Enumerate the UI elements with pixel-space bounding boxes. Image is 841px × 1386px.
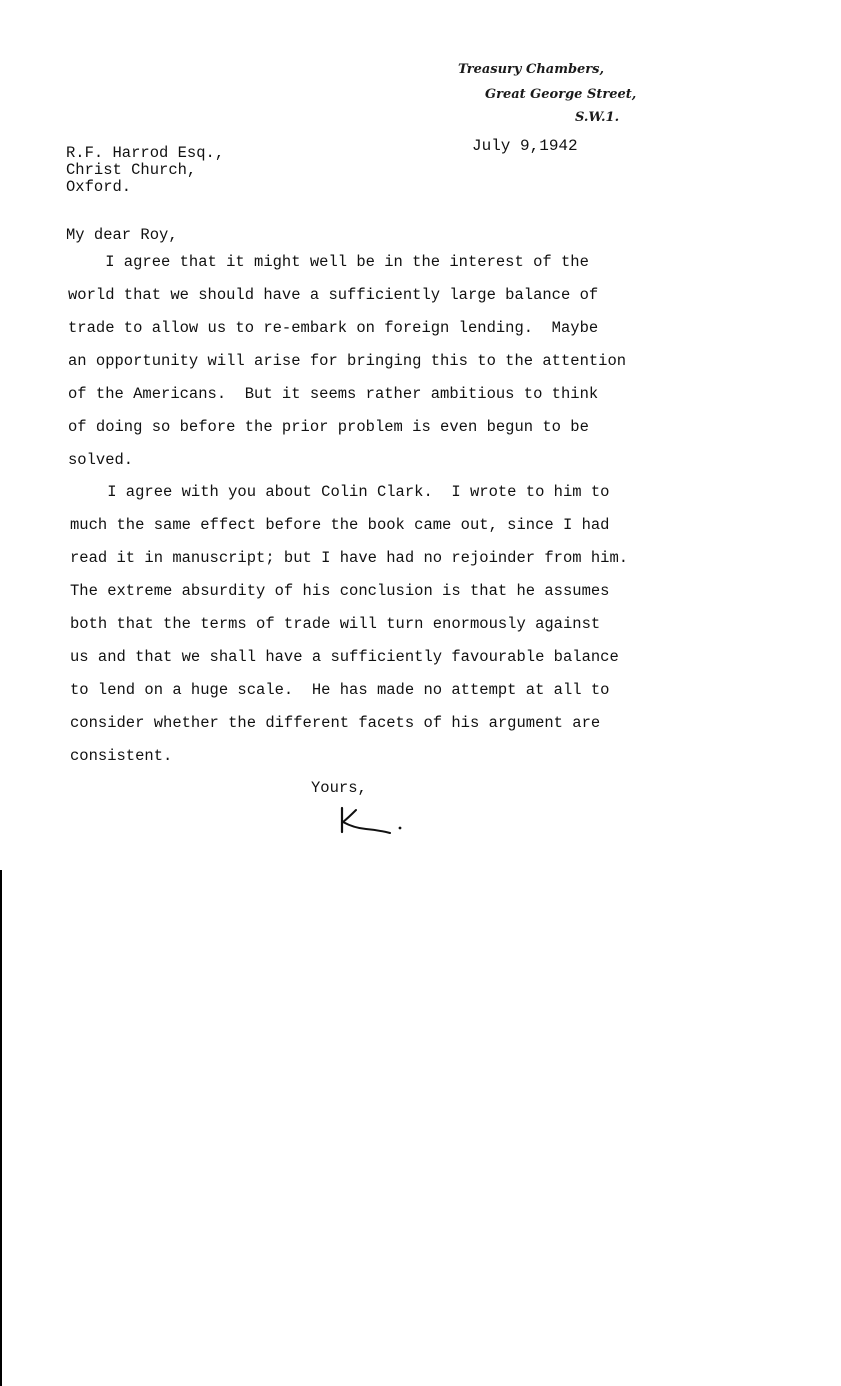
salutation: My dear Roy,: [66, 226, 178, 244]
address-line: Christ Church,: [66, 161, 197, 179]
paragraph-line: us and that we shall have a sufficiently favourable balance: [70, 648, 619, 666]
paragraph-line: read it in manuscript; but I have had no rejoinder from him.: [70, 549, 629, 567]
paragraph-line: consider whether the different facets of his argument are: [70, 714, 601, 732]
paragraph-line: an opportunity will arise for bringing this to the attention: [68, 352, 627, 370]
paragraph-line: to lend on a huge scale. He has made no attempt at all to: [70, 681, 610, 699]
address-line: R.F. Harrod Esq.,: [66, 144, 225, 162]
paragraph-line: solved.: [68, 451, 134, 469]
body-paragraph-2: [70, 482, 628, 779]
paragraph-line: consistent.: [70, 747, 173, 765]
handwritten-signature: [336, 802, 406, 842]
body-paragraph-1: [68, 252, 626, 483]
paragraph-line: of the Americans. But it seems rather ambitious to think: [68, 385, 599, 403]
paragraph-line: I agree that it might well be in the interest of the: [68, 253, 589, 271]
address-line: Oxford.: [66, 178, 132, 196]
paragraph-line: much the same effect before the book came out, since I had: [70, 516, 610, 534]
letterhead-line-2: Great George Street,: [485, 87, 637, 102]
paragraph-line: both that the terms of trade will turn enormously against: [70, 615, 601, 633]
paragraph-line: The extreme absurdity of his conclusion is that he assumes: [70, 582, 610, 600]
scan-edge-line: [0, 870, 2, 1386]
paragraph-line: of doing so before the prior problem is even begun to be: [68, 418, 589, 436]
paragraph-line: I agree with you about Colin Clark. I wrote to him to: [70, 483, 610, 501]
closing: Yours,: [311, 779, 367, 797]
paragraph-line: world that we should have a sufficiently large balance of: [68, 286, 599, 304]
paragraph-line: trade to allow us to re-embark on foreign lending. Maybe: [68, 319, 599, 337]
letterhead-line-1: Treasury Chambers,: [458, 62, 605, 77]
letter-date: July 9,1942: [472, 137, 578, 155]
recipient-address: [66, 145, 224, 196]
letterhead-line-3: S.W.1.: [575, 110, 620, 125]
